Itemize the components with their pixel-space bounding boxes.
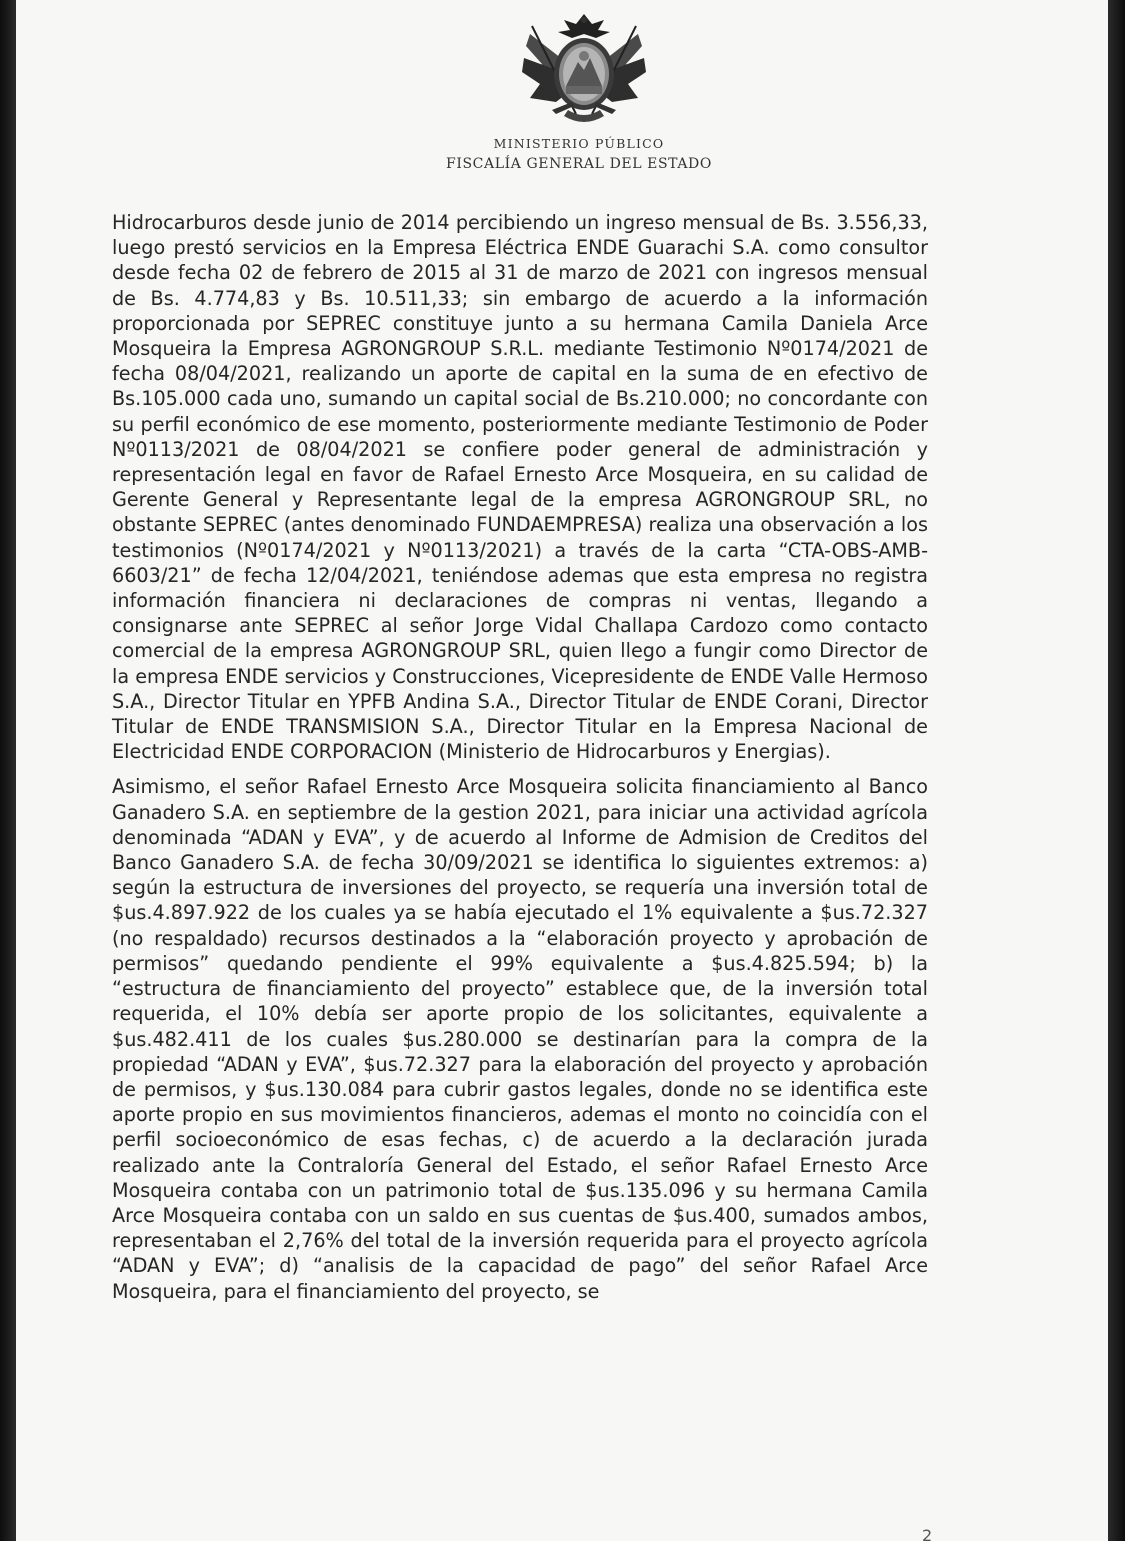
bolivia-coat-of-arms-icon — [512, 6, 656, 132]
page-number: 2 — [922, 1526, 933, 1541]
header-prosecutor-office: FISCALÍA GENERAL DEL ESTADO — [446, 156, 712, 172]
paragraph-2: Asimismo, el señor Rafael Ernesto Arce Mosqueira solicita financiamiento al Banco Ganadero S.A. en septiembre de la gestion 2021, para iniciar una actividad agrícola denominada “ADAN y EVA”, y de acuerdo al Informe de Admision de Creditos del Banco Ganadero S.A. de fecha 30/09/2021 se identifica lo siguientes extremos: a) según la estructura de inversiones del proyecto, se requería una inversión total de $us.4.897.922 de los cuales ya se había ejecutado el 1% equivalente a $us.72.327 (no respaldado) recursos destinados a la “elaboración proyecto y aprobación de permisos” quedando pendiente el 99% equivalente a $us.4.825.594; b) la “estructura de financiamiento del proyecto” establece que, de la inversión total requerida, el 10% debía ser aporte propio de los solicitantes, equivalente a $us.482.411 de los cuales $us.280.000 se destinarían para la compra de la propiedad “ADAN y EVA”, $us.72.327 para la elaboración del proyecto y aprobación de permisos, y $us.130.084 para cubrir gastos legales, donde no se identifica este aporte propio en sus movimientos financieros, ademas el monto no coincidía con el perfil socioeconómico de esas fechas, c) de acuerdo a la declaración jurada realizado ante la Contraloría General del Estado, el señor Rafael Ernesto Arce Mosqueira contaba con un patrimonio total de $us.135.096 y su hermana Camila Arce Mosqueira contaba con un saldo en sus cuentas de $us.400, sumados ambos, representaban el 2,76% del total de la inversión requerida para el proyecto agrícola “ADAN y EVA”; d) “analisis de la capacidad de pago” del señor Rafael Arce Mosqueira, para el financiamiento del proyecto, se — [112, 775, 928, 1303]
document-body — [112, 210, 928, 1304]
header-ministry: MINISTERIO PÚBLICO — [493, 136, 665, 151]
photo-dark-border-left — [0, 0, 16, 1541]
paragraph-1: Hidrocarburos desde junio de 2014 percibiendo un ingreso mensual de Bs. 3.556,33, luego prestó servicios en la Empresa Eléctrica ENDE Guarachi S.A. como consultor desde fecha 02 de febrero de 2015 al 31 de marzo de 2021 con ingresos mensual de Bs. 4.774,83 y Bs. 10.511,33; sin embargo de acuerdo a la información proporcionada por SEPREC constituye junto a su hermana Camila Daniela Arce Mosqueira la Empresa AGRONGROUP S.R.L. mediante Testimonio Nº0174/2021 de fecha 08/04/2021, realizando un aporte de capital en la suma de en efectivo de Bs.105.000 cada uno, sumando un capital social de Bs.210.000; no concordante con su perfil económico de ese momento, posteriormente mediante Testimonio de Poder Nº0113/2021 de 08/04/2021 se confiere poder general de administración y representación legal en favor de Rafael Ernesto Arce Mosqueira, en su calidad de Gerente General y Representante legal de la empresa AGRONGROUP SRL, no obstante SEPREC (antes denominado FUNDAEMPRESA) realiza una observación a los testimonios (Nº0174/2021 y Nº0113/2021) a través de la carta “CTA-OBS-AMB-6603/21” de fecha 12/04/2021, teniéndose ademas que esta empresa no registra información financiera ni declaraciones de compras ni ventas, llegando a consignarse ante SEPREC al señor Jorge Vidal Challapa Cardozo como contacto comercial de la empresa AGRONGROUP SRL, quien llego a fungir como Director de la empresa ENDE servicios y Construcciones, Vicepresidente de ENDE Valle Hermoso S.A., Director Titular en YPFB Andina S.A., Director Titular de ENDE Corani, Director Titular de ENDE TRANSMISION S.A., Director Titular en la Empresa Nacional de Electricidad ENDE CORPORACION (Ministerio de Hidrocarburos y Energias). — [112, 211, 928, 764]
document-page — [16, 0, 1108, 1541]
photo-dark-border-right — [1108, 0, 1125, 1541]
